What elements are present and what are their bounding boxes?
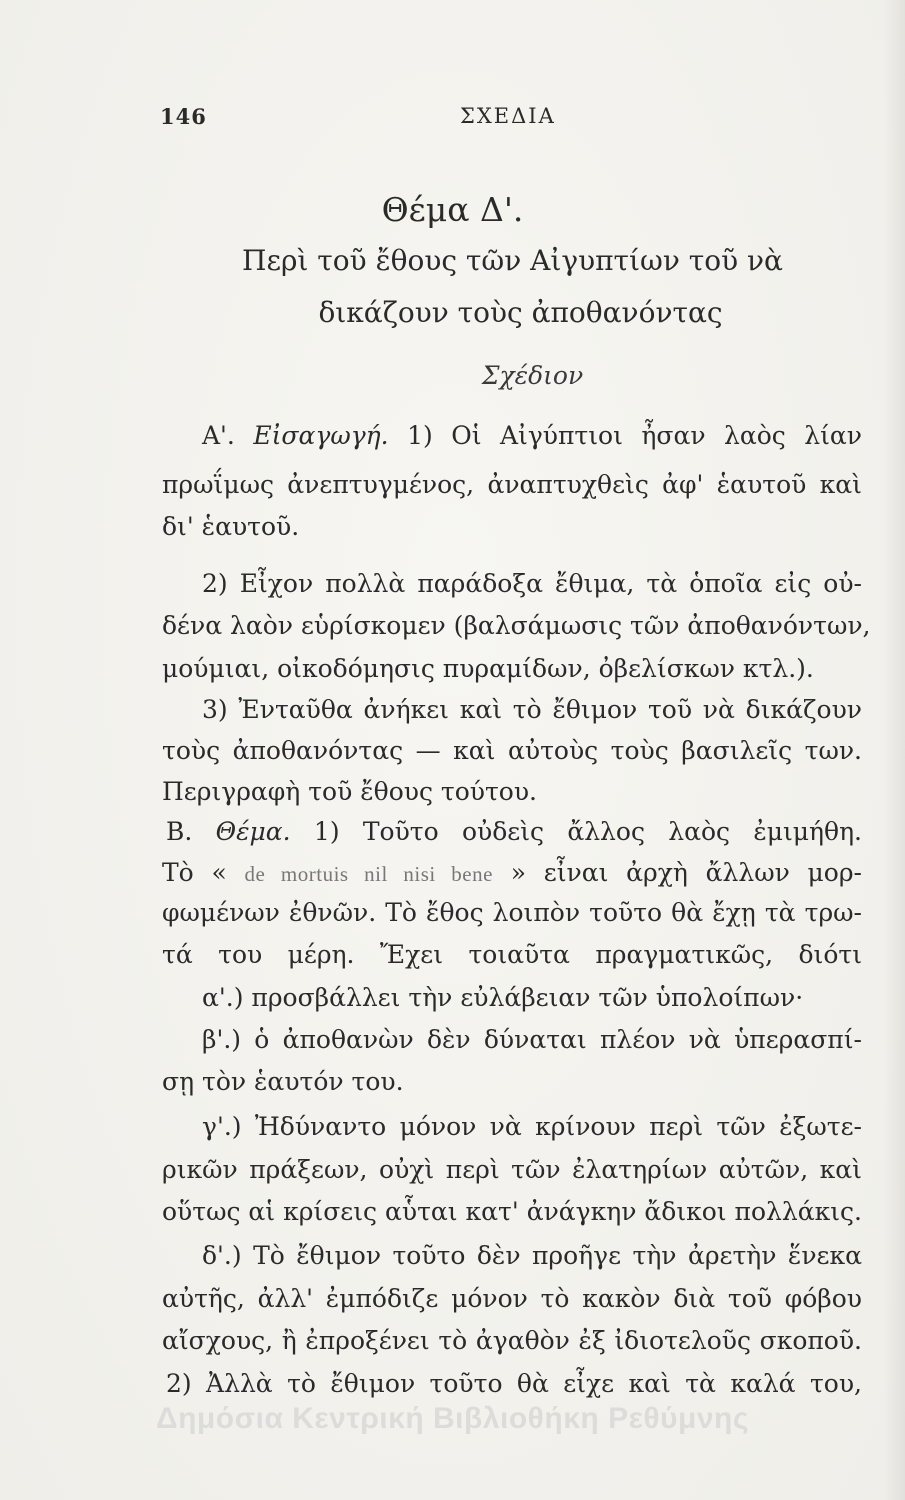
line-text: μούμιαι, οἰκοδόμησις πυραμίδων, ὀβελίσκων κτλ.). [162,654,814,683]
sketch-label: Σχέδιον [481,361,584,390]
line-text: φωμένων ἐθνῶν. Τὸ ἔθος λοιπὸν τοῦτο θὰ ἔχῃ τὰ τρω- [162,898,862,927]
line-text: τά του μέρη. Ἔχει τοιαῦτα πραγματικῶς, διότι [162,940,862,969]
text-line [202,985,862,1010]
text-line [162,779,862,804]
line-text: Περιγραφὴ τοῦ ἔθους τούτου. [162,777,537,806]
text-line [162,738,862,763]
text-line [162,1199,862,1224]
text-line [202,423,862,448]
line-text: 1) Τοῦτο οὐδεὶς ἄλλος λαὸς ἐμιμήθη. [290,817,863,846]
line-text: οὕτως αἱ κρίσεις αὗται κατ' ἀνάγκην ἄδικοι πολλάκις. [162,1197,862,1226]
text-line [202,1027,862,1052]
line-text: 2) Εἶχον πολλὰ παράδοξα ἔθιμα, τὰ ὁποῖα εἰς οὐ- [202,569,862,598]
text-line [162,900,862,925]
text-line [162,1157,862,1182]
text-line [162,1069,862,1094]
line-text: δι' ἑαυτοῦ. [162,512,300,541]
text-line [202,1243,862,1268]
line-text: 1) Οἱ Αἰγύπτιοι ἦσαν λαὸς λίαν [388,421,862,450]
running-title: ΣΧΕΔΙΑ [460,104,556,128]
line-text: » εἶναι ἀρχὴ ἄλλων μορ- [492,858,862,887]
text-line [162,611,871,640]
text-line [162,942,862,967]
line-text: πρωΐμως ἀνεπτυγμένος, ἀναπτυχθεὶς ἀφ' ἑαυτοῦ καὶ [162,470,862,499]
line-text: τοὺς ἀποθανόντας — καὶ αὐτοὺς τοὺς βασιλεῖς των. [162,736,862,765]
line-text: β'.) ὁ ἀποθανὼν δὲν δύναται πλέον νὰ ὑπερασπί- [202,1025,862,1054]
italic-label: Εἰσαγωγή. [253,421,389,450]
text-line [166,1371,862,1396]
text-line [162,472,862,497]
line-text: δ'.) Τὸ ἔθιμον τοῦτο δὲν προῆγε τὴν ἀρετὴν ἕνεκα [202,1241,862,1270]
theme-title: Θέμα Δ'. [381,190,524,229]
subtitle-line-2: δικάζουν τοὺς ἀποθανόντας [318,296,723,329]
line-text: 2) Ἀλλὰ τὸ ἔθιμον τοῦτο θὰ εἶχε καὶ τὰ καλά του, [166,1369,862,1398]
line-text: Α'. [202,421,254,450]
text-line [202,1114,862,1139]
text-line [162,860,862,885]
text-line [162,1286,862,1311]
line-text: δένα λαὸν εὑρίσκομεν (βαλσάμωσις τῶν ἀποθανόντων, [162,611,871,640]
line-text: ρικῶν πράξεων, οὐχὶ περὶ τῶν ἐλατηρίων αὐτῶν, καὶ [162,1155,862,1184]
text-line [162,514,862,539]
line-text: Τὸ « [162,858,245,887]
line-text: α'.) προσβάλλει τὴν εὐλάβειαν τῶν ὑπολοίπων· [202,983,804,1012]
running-head [160,104,860,134]
subtitle-line-1: Περὶ τοῦ ἔθους τῶν Αἰγυπτίων τοῦ νὰ [242,244,783,277]
text-line [202,697,862,722]
line-text: αἴσχους, ἢ ἐπροξένει τὸ ἀγαθὸν ἐξ ἰδιοτελοῦς σκοποῦ. [162,1326,862,1355]
text-line [166,819,862,844]
line-text: αὐτῆς, ἀλλ' ἐμπόδιζε μόνον τὸ κακὸν διὰ τοῦ φόβου [162,1284,862,1313]
line-text: γ'.) Ἠδύναντο μόνον νὰ κρίνουν περὶ τῶν ἐξωτε- [202,1112,862,1141]
italic-label: Θέμα. [215,817,291,846]
page-number: 146 [160,104,207,129]
text-line [162,1328,862,1353]
library-watermark: Δημόσια Κεντρική Βιβλιοθήκη Ρεθύμνης [156,1402,749,1435]
text-line [162,656,862,681]
line-text: 3) Ἐνταῦθα ἀνήκει καὶ τὸ ἔθιμον τοῦ νὰ δικάζουν [202,695,862,724]
line-text: σῃ τὸν ἑαυτόν του. [162,1067,404,1096]
latin-quote: de mortuis nil nisi bene [244,862,493,886]
text-line [202,571,862,596]
line-text: Β. [166,817,216,846]
